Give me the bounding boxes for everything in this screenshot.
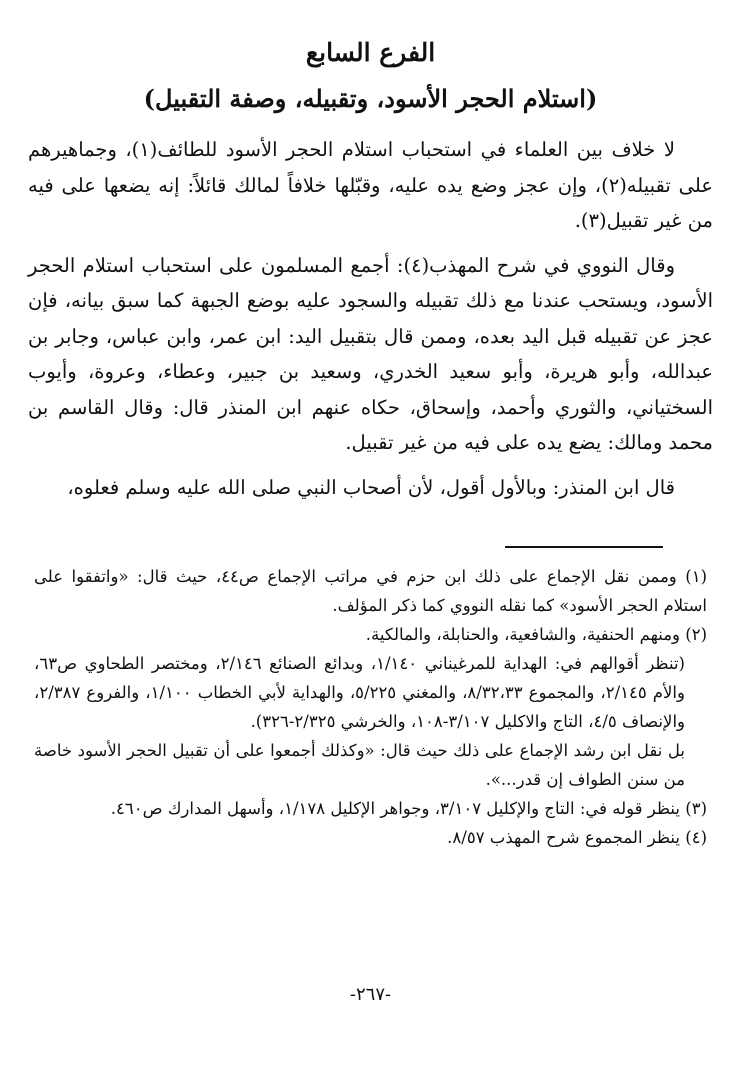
paragraph: قال ابن المنذر: وبالأول أقول، لأن أصحاب النبي صلى الله عليه وسلم فعلوه، bbox=[67, 475, 675, 499]
footnote-continuation: (تنظر أقوالهم في: الهداية للمرغيناني ١/١٤٠، وبدائع الصنائع ٢/١٤٦، ومختصر الطحاوي ص٦٣، والأم ٢/١٤٥، والمجموع ٨/٣٢،٣٣، والمغني ٥/٢٢٥، والهداية لأبي الخطاب ١/١٠٠، والفروع ٢/٣٨٧، والإنصاف ٤/٥، التاج والاكليل ٣/١٠٧-١٠٨، والخرشي ٢/٣٢٥-٣٢٦). bbox=[34, 654, 685, 731]
footnote: (٤) ينظر المجموع شرح المهذب ٨/٥٧. bbox=[447, 828, 707, 847]
main-text bbox=[28, 132, 713, 505]
footnote-continuation: بل نقل ابن رشد الإجماع على ذلك حيث قال: «وكذلك أجمعوا على أن تقبيل الحجر الأسود خاصة من سنن الطواف إن قدر...». bbox=[34, 741, 685, 789]
footnotes bbox=[34, 562, 707, 852]
footnote: (٣) ينظر قوله في: التاج والإكليل ٣/١٠٧، وجواهر الإكليل ١/١٧٨، وأسهل المدارك ص٤٦٠. bbox=[110, 799, 707, 818]
section-heading: الفرع السابع bbox=[305, 38, 436, 67]
footnote-separator bbox=[505, 546, 663, 548]
paragraph: وقال النووي في شرح المهذب(٤): أجمع المسلمون على استحباب استلام الحجر الأسود، ويستحب عندنا مع ذلك تقبيله والسجود عليه بوضع الجبهة كما سبق بيانه، فإن عجز عن تقبيله قبل اليد بعده، وممن قال بتقبيل اليد: ابن عمر، وابن عباس، وجابر بن عبدالله، وأبو هريرة، وأبو سعيد الخدري، وسعيد بن جبير، وعطاء، وعروة، وأيوب السختياني، والثوري وأحمد، وإسحاق، حكاه عنهم ابن المنذر قال: وقال القاسم بن محمد ومالك: يضع يده على فيه من غير تقبيل. bbox=[28, 253, 713, 454]
paragraph: لا خلاف بين العلماء في استحباب استلام الحجر الأسود للطائف(١)، وجماهيرهم على تقبيله(٢)، وإن عجز وضع يده عليه، وقبّلها خلافاً لمالك قائلاً: إنه يضعها على فيه من غير تقبيل(٣). bbox=[28, 138, 713, 232]
section-subtitle: (استلام الحجر الأسود، وتقبيله، وصفة التقبيل) bbox=[143, 84, 598, 113]
footnote: (٢) ومنهم الحنفية، والشافعية، والحنابلة، والمالكية. bbox=[365, 625, 707, 644]
footnote: (١) وممن نقل الإجماع على ذلك ابن حزم في مراتب الإجماع ص٤٤، حيث قال: «واتفقوا على استلام الحجر الأسود» كما نقله النووي كما ذكر المؤلف. bbox=[34, 567, 707, 615]
page-number: -٢٦٧- bbox=[349, 984, 392, 1005]
